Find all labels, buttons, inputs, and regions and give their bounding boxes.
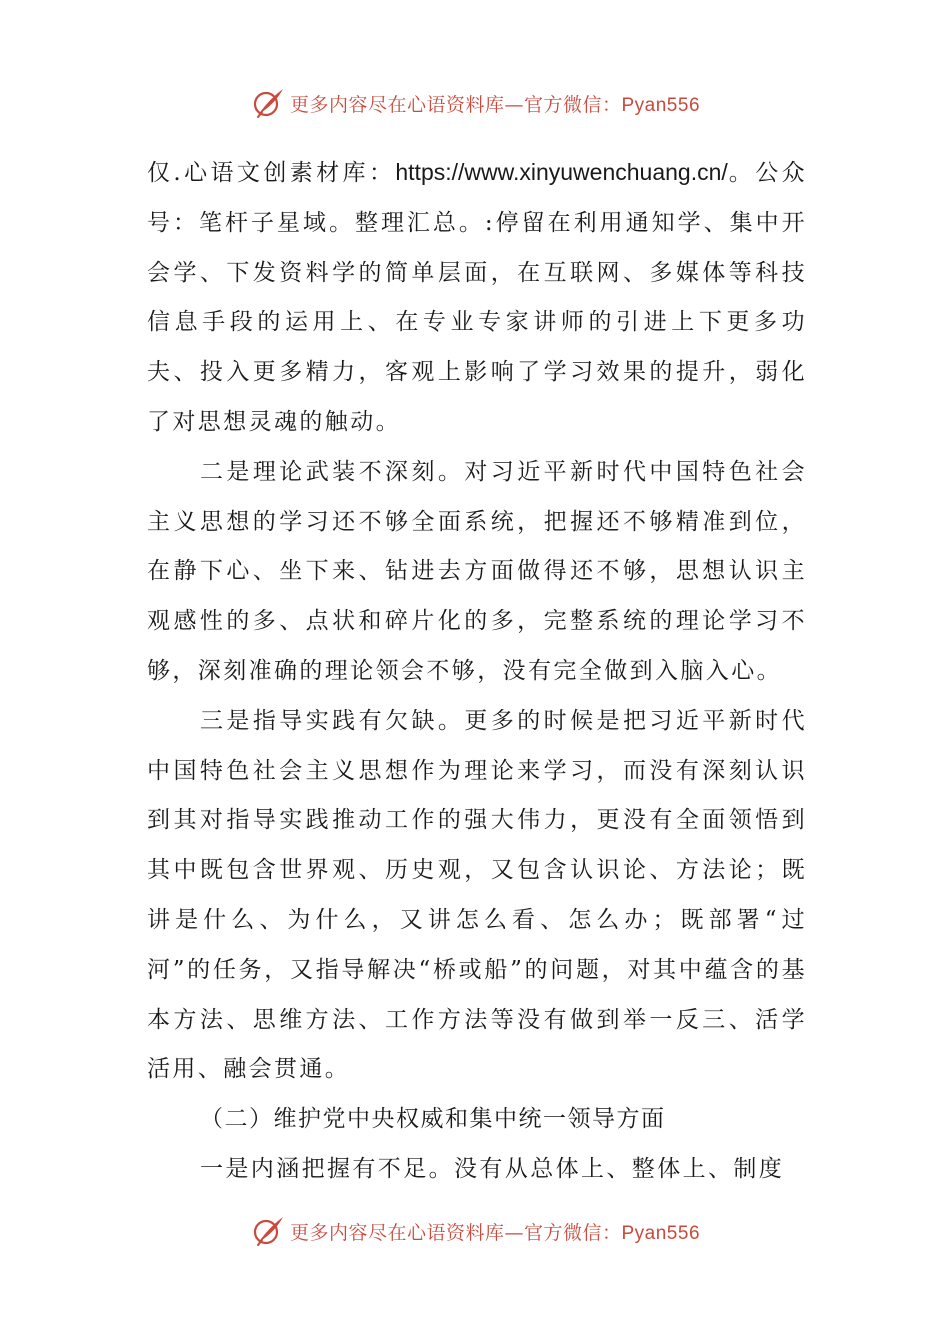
section-heading: （二）维护党中央权威和集中统一领导方面	[200, 1106, 666, 1133]
quill-logo-icon	[250, 85, 286, 121]
source-url: https://www.xinyuwenchuang.cn/	[395, 159, 728, 185]
footer-banner	[0, 1211, 950, 1251]
banner-text: 更多内容尽在心语资料库—官方微信：Pyan556	[289, 1221, 701, 1244]
banner-text: 更多内容尽在心语资料库—官方微信：Pyan556	[289, 93, 701, 116]
paragraph-1: 仅.心语文创素材库：https://www.xinyuwenchuang.cn/。公众号：笔杆子星域。整理汇总。:停留在利用通知学、集中开会学、下发资料学的简单层面，在互联网、多媒体等科技信息手段的运用上、在专业专家讲师的引进上下更多功夫、投入更多精力，客观上影响了学习效果的提升，弱化了对思想灵魂的触动。	[147, 159, 807, 435]
quill-logo-icon	[250, 1213, 286, 1249]
document-body	[147, 148, 807, 1195]
paragraph-4: 一是内涵把握有不足。没有从总体上、整体上、制度	[200, 1155, 785, 1182]
header-banner	[0, 83, 950, 123]
paragraph-2: 二是理论武装不深刻。对习近平新时代中国特色社会主义思想的学习还不够全面系统，把握还不够精准到位，在静下心、坐下来、钻进去方面做得还不够，思想认识主观感性的多、点状和碎片化的多，完整系统的理论学习不够，深刻准确的理论领会不够，没有完全做到入脑入心。	[147, 458, 807, 684]
paragraph-3: 三是指导实践有欠缺。更多的时候是把习近平新时代中国特色社会主义思想作为理论来学习，而没有深刻认识到其对指导实践推动工作的强大伟力，更没有全面领悟到其中既包含世界观、历史观，又包含认识论、方法论；既讲是什么、为什么，又讲怎么看、怎么办；既部署“过河”的任务，又指导解决“桥或船”的问题，对其中蕴含的基本方法、思维方法、工作方法等没有做到举一反三、活学活用、融会贯通。	[147, 707, 807, 1083]
